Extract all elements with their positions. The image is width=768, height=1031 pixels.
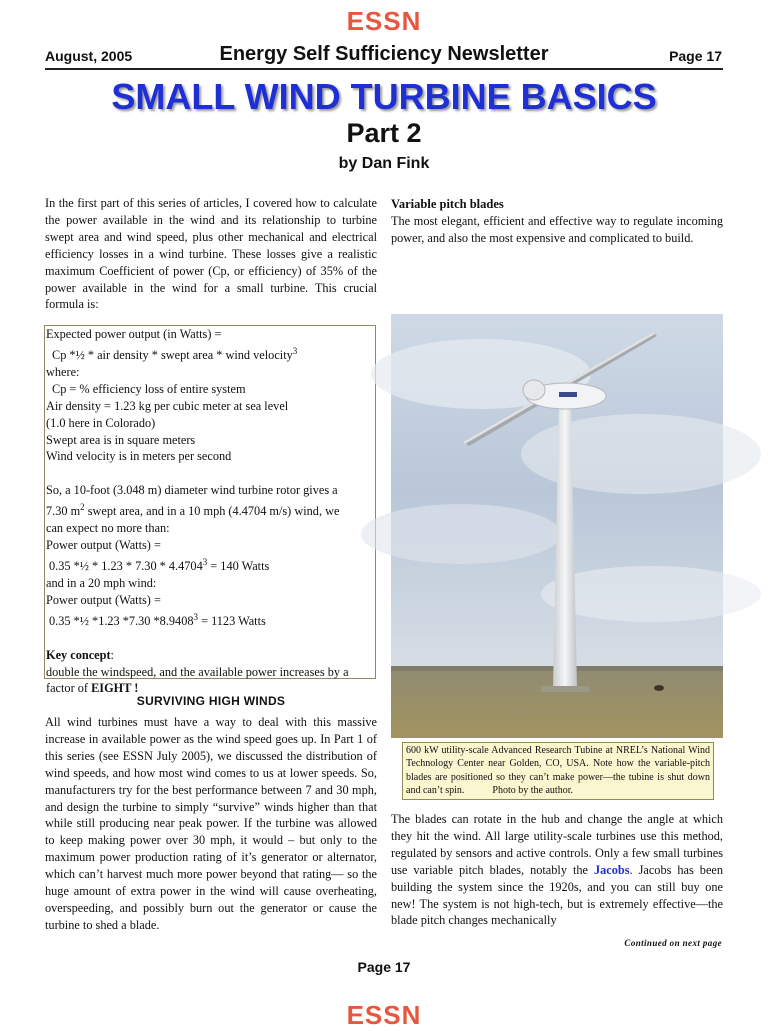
article-title: SMALL WIND TURBINE BASICS (111, 76, 657, 117)
key-concept-line: double the windspeed, and the available power increases by a (46, 664, 349, 679)
photo-caption: 600 kW utility-scale Advanced Research Tubine at NREL’s National Wind Technology Center near Golden, CO, USA. Note how the variable-pitch blades are positioned so they can’t make power—the tubine is shut down and can’t spin. Photo by the author. (402, 742, 714, 800)
variable-pitch-paragraph: The most elegant, efficient and effective way to regulate incoming power, and also the most expensive and complicated to build. (391, 214, 723, 245)
masthead-logo-bottom: ESSN (346, 1000, 422, 1030)
jacobs-link[interactable]: Jacobs (594, 862, 630, 877)
example-line: 0.35 *½ *1.23 *7.30 $*8.9408^3 = 1123$ Watts (49, 611, 266, 628)
blades-paragraph: The blades can rotate in the hub and change the angle at which they hit the wind. All large utility-scale turbines use this method, regulated by sensors and active controls. Only a few small turbines use variable pitch blades, notably the Jacobs. Jacobs has been building the system since the 1920s, and you can still buy one new! The system is not high-tech, but is extremely effective—the blade pitch changes mechanically (391, 812, 724, 928)
formula-line: Air density = 1.23 kg per cubic meter at sea level (46, 398, 289, 413)
surviving-paragraph: All wind turbines must have a way to deal with this massive increase in available power as the wind speed goes up. In Part 1 of this series (see ESSN July 2005), we discussed the distribution of wind speeds, and how most wind comes to us at lower speeds. So, manufacturers try for the best performance between 7 and 30 mph, and design the turbine to simply “survive” winds higher than that while still producing near peak power. If the turbine was allowed to keep making power over 30 mph, it would – but only to the maximum power production rating of it’s generator or alternator, which can’t harvest much more power beyond that rating— so the huge amount of extra power in the wind will cause overheating, overspeeding, and possibly burn out the generator or cause the turbine to shed a blade. (45, 715, 377, 932)
masthead-logo: ESSN (346, 6, 422, 36)
photo-credit: Photo by the author. (492, 784, 573, 796)
formula-line: Cp *½ * air density * swept area * wind velocity$^3$ (52, 345, 298, 362)
section-heading: Variable pitch blades (391, 197, 504, 211)
header-page-number: Page 17 (669, 48, 722, 64)
article-part: Part 2 (346, 118, 422, 148)
formula-line: where: (46, 364, 80, 379)
newsletter-title: Energy Self Sufficiency Newsletter (219, 43, 549, 65)
example-line: 0.35 *½ * $1.23 * 7.30 * 4.4704^3 = 140$ Watts (49, 556, 270, 574)
example-line: Power output (Watts) = (46, 538, 161, 553)
footer-page-number: Page 17 (357, 959, 411, 975)
article-byline: by Dan Fink (338, 155, 430, 172)
section-subhead: SURVIVING HIGH WINDS (136, 694, 286, 708)
header-rule (45, 68, 723, 70)
formula-box (44, 325, 376, 696)
formula-line: (1.0 here in Colorado) (46, 415, 156, 430)
formula-line: Expected power output (in Watts) = (46, 327, 222, 341)
formula-line: Swept area is in square meters (46, 432, 196, 447)
formula-line: Cp = % efficiency loss of entire system (52, 381, 246, 396)
intro-paragraph: In the first part of this series of articles, I covered how to calculate the power available in the wind and its relationship to turbine swept area and wind speed, plus other mechanical and electrical efficiency losses in a wind turbine. These losses give a realistic maximum Coefficient of power (Cp, or efficiency) of 35% of the power available in the wind for a small turbine. This crucial formula is: (45, 196, 377, 312)
wind-turbine-photo (391, 314, 723, 738)
example-line: So, a 10-foot (3.048 m) diameter wind turbine rotor gives a (46, 483, 338, 498)
continued-note: Continued on next page (624, 938, 722, 948)
example-line: Power output (Watts) = (46, 592, 161, 607)
formula-line: Wind velocity is in meters per second (46, 449, 232, 464)
issue-date: August, 2005 (45, 48, 133, 64)
example-line: can expect no more than: (46, 521, 170, 536)
key-concept-line: factor of EIGHT ! (46, 681, 139, 696)
key-concept-label: Key concept: (46, 647, 114, 662)
example-line: and in a 20 mph wind: (46, 575, 157, 590)
example-line: 7.30 $m^2$ swept area, and in a 10 mph (4.4704 m/s) wind, we (46, 502, 340, 519)
